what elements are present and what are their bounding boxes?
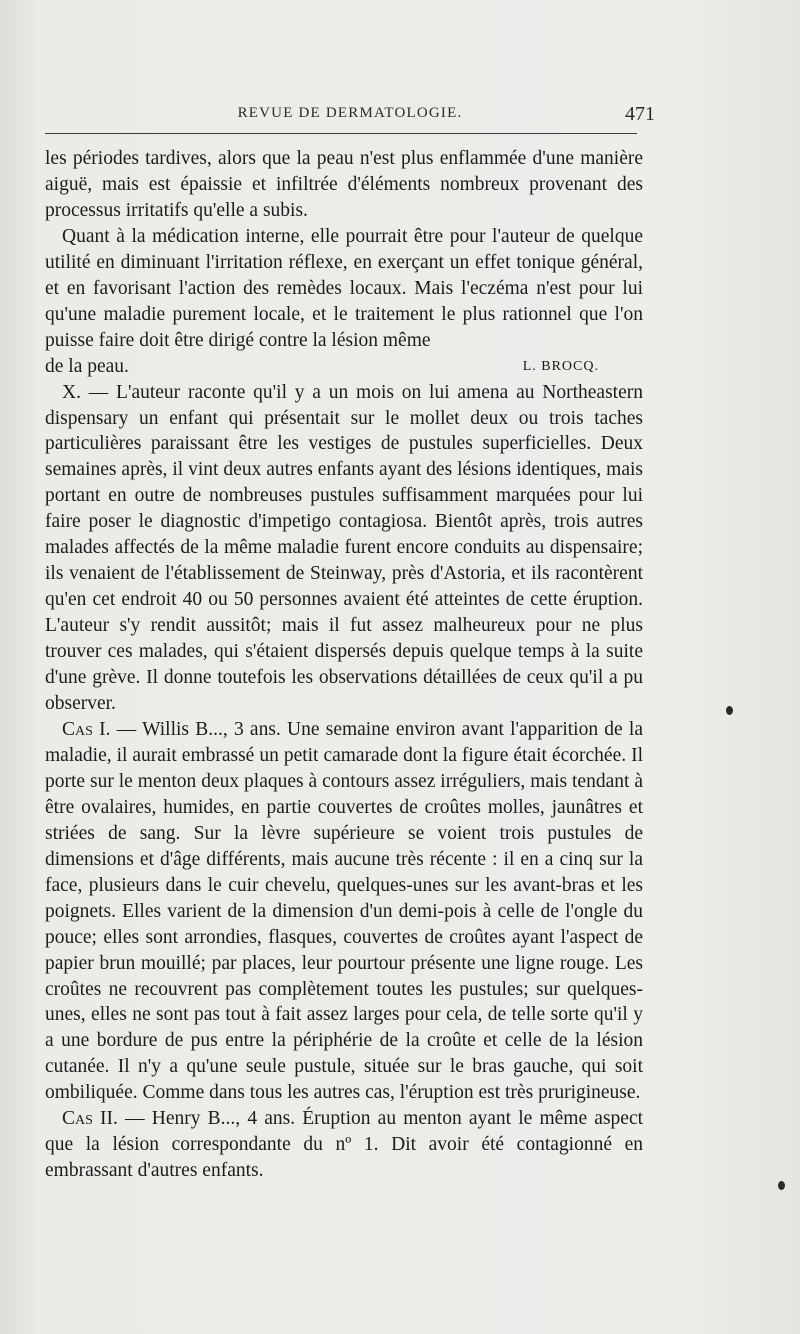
- running-title: REVUE DE DERMATOLOGIE.: [237, 105, 463, 121]
- paragraph-case-1: [45, 717, 643, 1106]
- margin-mark: [726, 706, 733, 715]
- header-rule: [45, 133, 637, 134]
- case-1-label: Cas I.: [62, 718, 111, 740]
- paragraph-medication: Quant à la médication interne, elle pourrait être pour l'auteur de quelque utilité en diminuant l'irritation réflexe, en exerçant un effet tonique général, et en favorisant l'action des remèdes locaux. Mais l'eczéma n'est pour lui qu'une maladie purement locale, et le traitement le plus rationnel que l'on puisse faire doit être dirigé contre la lésion même: [45, 225, 643, 351]
- page-header: [45, 103, 655, 129]
- author-signature: L. BROCQ.: [522, 358, 599, 374]
- paragraph-signature-line: [45, 354, 643, 380]
- paragraph-case-2: [45, 1106, 643, 1184]
- page-number: 471: [625, 103, 655, 125]
- case-2-label: Cas II.: [62, 1108, 118, 1130]
- margin-mark: [778, 1181, 785, 1190]
- case-1-text: — Willis B..., 3 ans. Une semaine environ avant l'apparition de la maladie, il aurait embrassé un petit camarade dont la figure était écorchée. Il porte sur le menton deux plaques à contours assez irréguliers, mais tendant à être ovalaires, humides, en partie couvertes de croûtes molles, jaunâtres et striées de sang. Sur la lèvre supérieure se voient trois pustules de dimensions et d'âge différents, mais aucune très récente : il en a cinq sur la face, plusieurs dans le cuir chevelu, quelques-unes sur les avant-bras et les poignets. Elles varient de la dimension d'un demi-pois à celle de l'ongle du pouce; elles sont arrondies, flasques, couvertes de croûtes ayant l'aspect de papier brun mouillé; par places, leur pourtour présente une ligne rouge. Les croûtes ne recouvrent pas complètement toutes les pustules; sur quelques-unes, elles ne sont pas tout à fait assez larges pour cela, de telle sorte qu'il y a une bordure de pus entre la périphérie de la croûte et celle de la lésion cutanée. Il n'y a qu'une seule pustule, située sur le bras gauche, qui soit ombiliquée. Comme dans tous les autres cas, l'éruption est très prurigineuse.: [45, 718, 643, 1104]
- paragraph-medication-end: de la peau.: [45, 355, 129, 377]
- article-body: [45, 146, 643, 1184]
- paragraph-continuation: les périodes tardives, alors que la peau n'est plus enflammée d'une manière aiguë, mais est épaissie et infiltrée d'éléments nombreux provenant des processus irritatifs qu'elle a subis.: [45, 148, 643, 221]
- paragraph-section-x: X. — L'auteur raconte qu'il y a un mois on lui amena au Northeastern dispensary un enfant qui présentait sur le mollet deux ou trois taches particulières paraissant être les vestiges de pustules superficielles. Deux semaines après, il vint deux autres enfants ayant des lésions identiques, mais portant en outre de nombreuses pustules suffisamment marquées pour lui faire poser le diagnostic d'impetigo contagiosa. Bientôt après, trois autres malades affectés de la même maladie furent encore conduits au dispensaire; ils venaient de l'établissement de Steinway, près d'Astoria, et ils racontèrent qu'en cet endroit 40 ou 50 personnes avaient été atteintes de cette éruption. L'auteur s'y rendit aussitôt; mais il fut assez malheureux pour ne plus trouver ces malades, qui s'étaient dispersés depuis quelque temps à la suite d'une grève. Il donne toutefois les observations détaillées de ceux qu'il a pu observer.: [45, 381, 643, 715]
- case-2-text: — Henry B..., 4 ans. Éruption au menton ayant le même aspect que la lésion correspondante du nº 1. Dit avoir été contagionné en embrassant d'autres enfants.: [45, 1108, 644, 1182]
